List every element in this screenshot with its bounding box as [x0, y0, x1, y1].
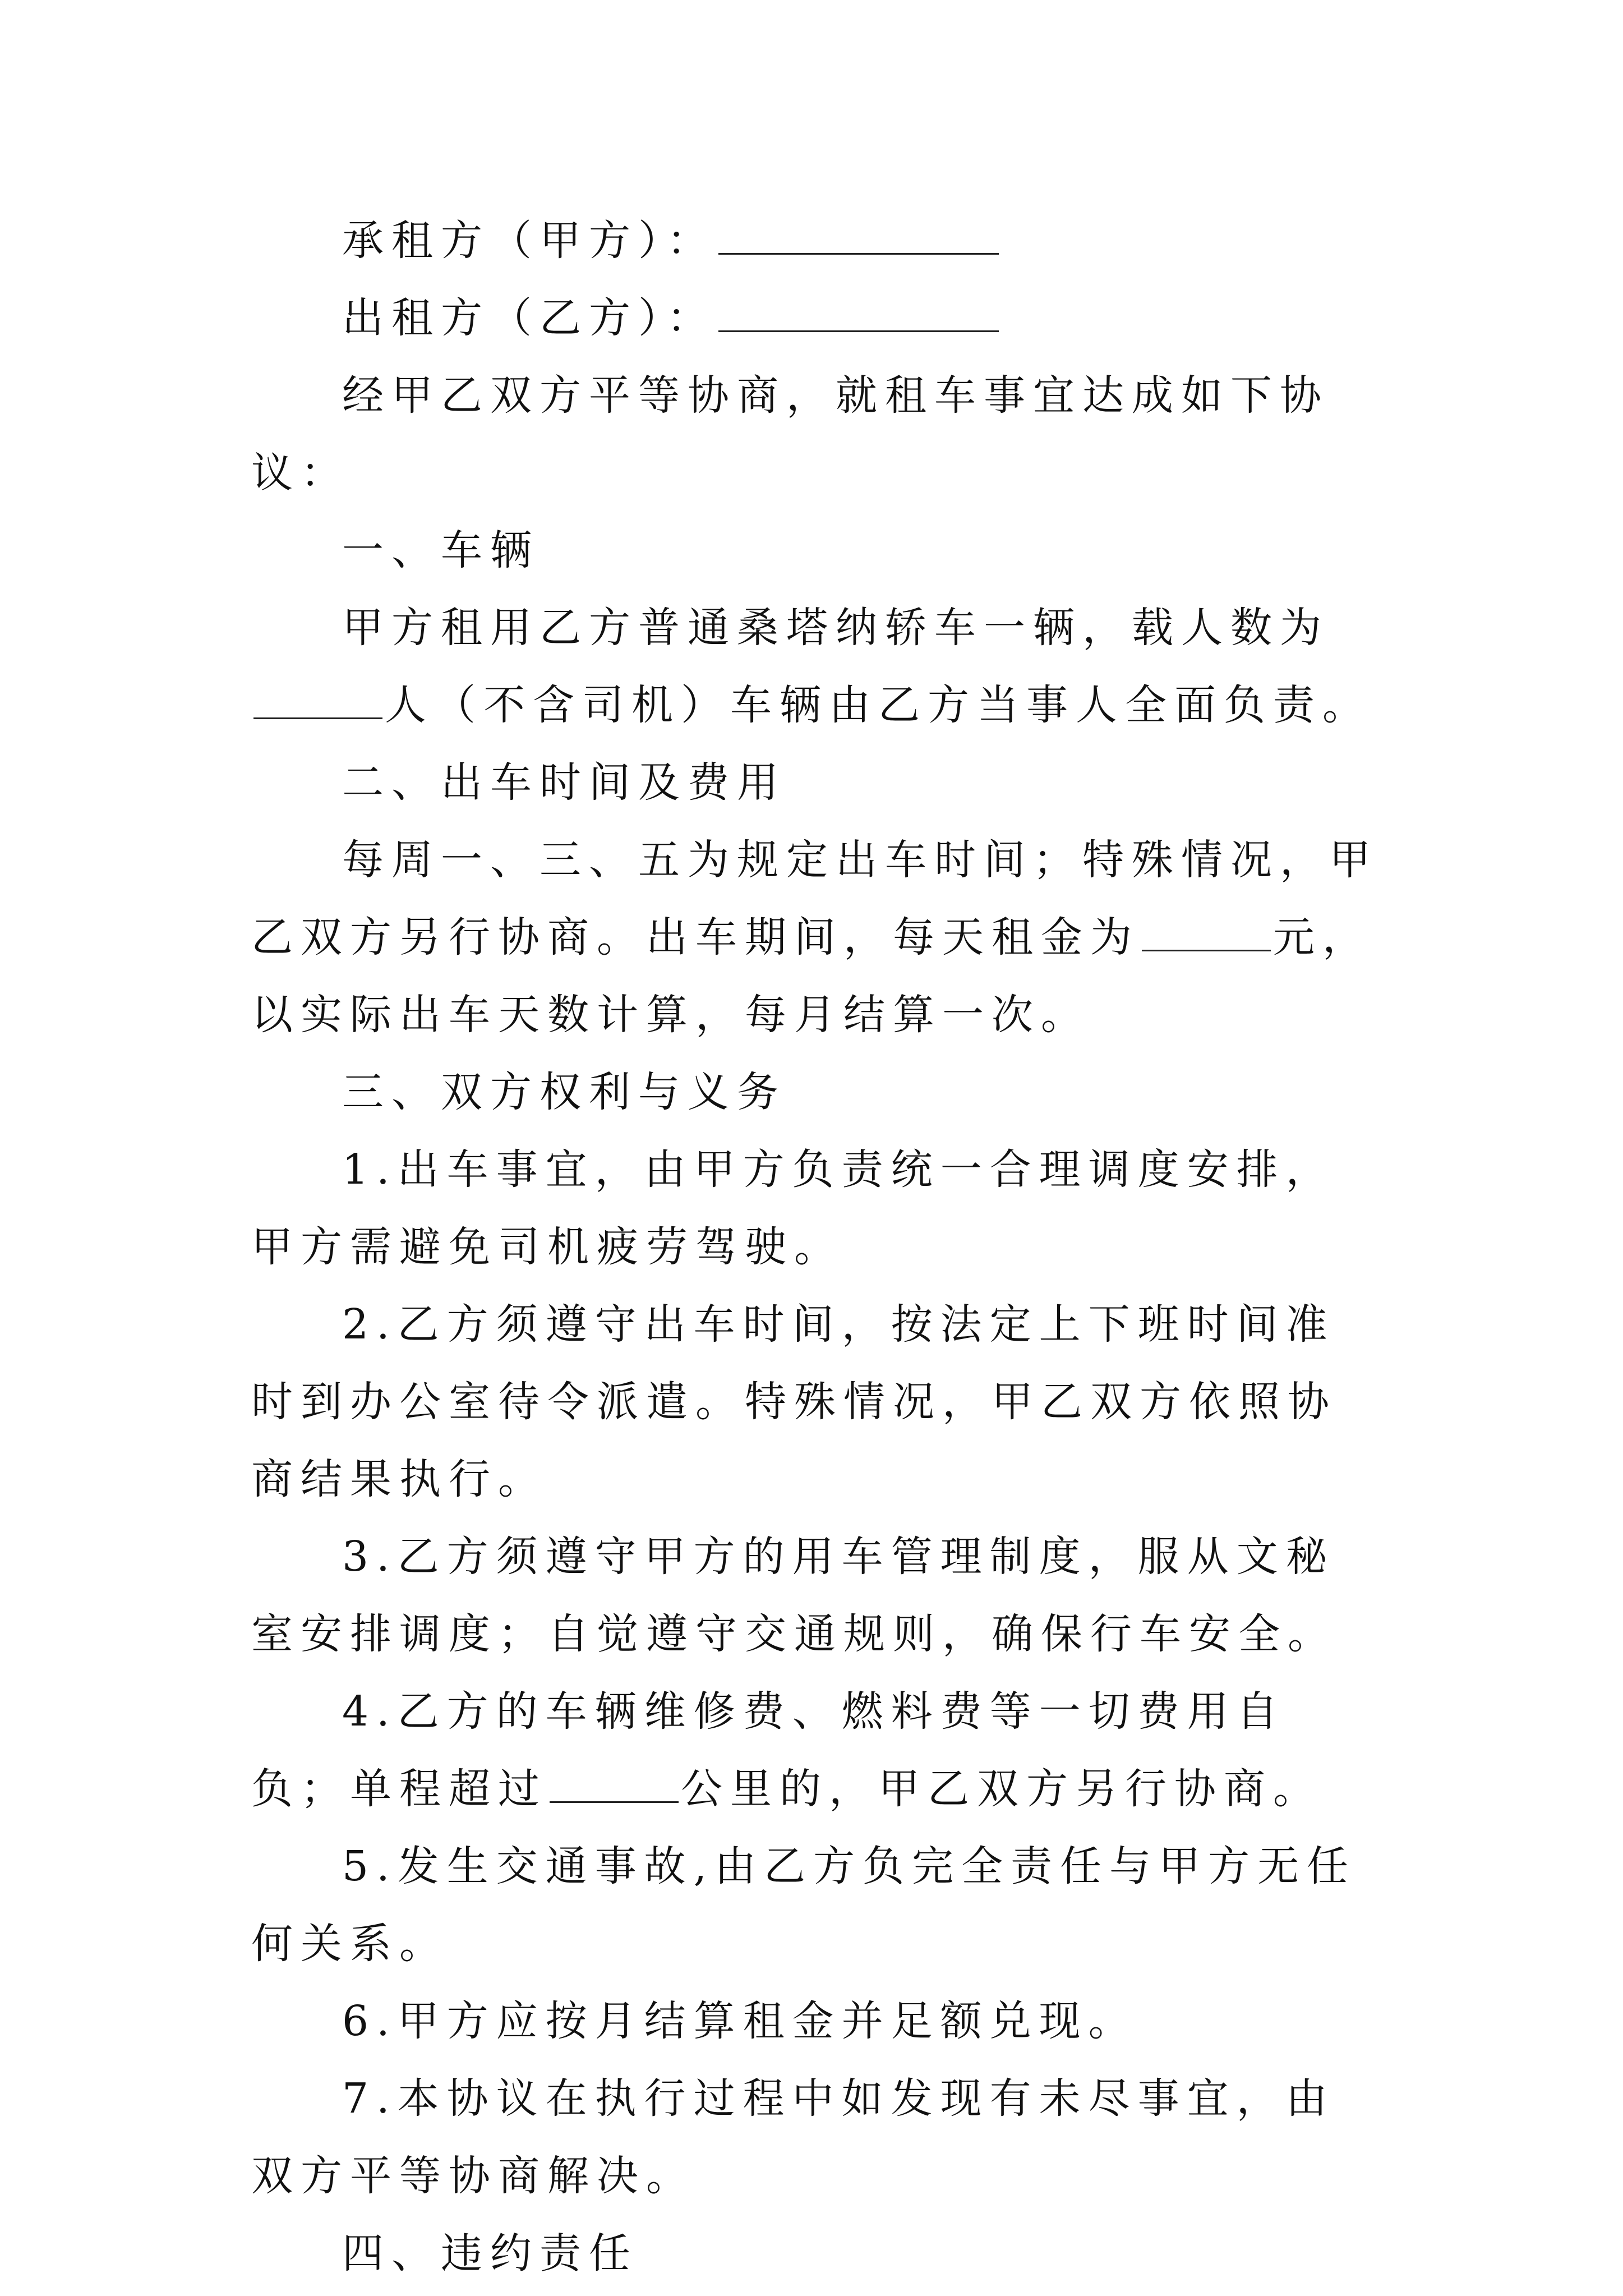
section-2-text-a: 每周一、三、五为规定出车时间；特殊情况，甲乙双方另行协商。出车期间，每天租金为: [251, 836, 1378, 961]
lessor-label: 出租方（乙方）：: [342, 294, 716, 342]
section-3-item-3: 3.乙方须遵守甲方的用车管理制度，服从文秘室安排调度；自觉遵守交通规则，确保行车安全。: [251, 1533, 1337, 1658]
lessee-line: [251, 202, 1378, 279]
lessor-line: [251, 279, 1378, 357]
section-1-paragraph: [251, 589, 1378, 744]
distance-blank: [550, 1762, 679, 1803]
section-2-text-b: 元，以实际出车天数计算，每月结算一次。: [251, 913, 1372, 1039]
passenger-count-blank: [253, 678, 382, 719]
section-3-item-7: 7.本协议在执行过程中如发现有未尽事宜，由双方平等协商解决。: [251, 2074, 1335, 2200]
section-3-item-6: 6.甲方应按月结算租金并足额兑现。: [342, 1997, 1138, 2045]
document-body: [251, 202, 1378, 2292]
section-3-item-2: 2.乙方须遵守出车时间，按法定上下班时间准时到办公室待令派遣。特殊情况，甲乙双方依照协商结果执行。: [251, 1300, 1337, 1503]
section-3-item-4-text-a: 4.乙方的车辆维修费、燃料费等一切费用自负；单程超过: [251, 1687, 1286, 1813]
section-3-item-5: 5.发生交通事故,由乙方负完全责任与甲方无任何关系。: [251, 1842, 1357, 1968]
lessor-blank: [718, 291, 999, 332]
section-3-item-4-text-b: 公里的，甲乙双方另行协商。: [681, 1765, 1322, 1813]
section-2-heading: 二、出车时间及费用: [342, 758, 786, 807]
lessee-blank: [718, 214, 999, 255]
intro-paragraph: 经甲乙双方平等协商，就租车事宜达成如下协议：: [251, 371, 1329, 497]
section-1-heading: 一、车辆: [342, 526, 540, 574]
section-3-item-1: 1.出车事宜，由甲方负责统一合理调度安排，甲方需避免司机疲劳驾驶。: [251, 1145, 1335, 1271]
daily-rent-blank: [1142, 910, 1271, 951]
section-3-heading: 三、双方权利与义务: [342, 1068, 786, 1116]
section-3-item-4: [251, 1673, 1378, 1828]
section-1-text-b: 人（不含司机）车辆由乙方当事人全面负责。: [385, 681, 1372, 729]
lessee-label: 承租方（甲方）：: [342, 217, 716, 265]
section-2-paragraph: [251, 821, 1378, 1053]
section-1-text-a: 甲方租用乙方普通桑塔纳轿车一辆，载人数为: [342, 604, 1329, 652]
section-4-heading: 四、违约责任: [342, 2229, 638, 2277]
